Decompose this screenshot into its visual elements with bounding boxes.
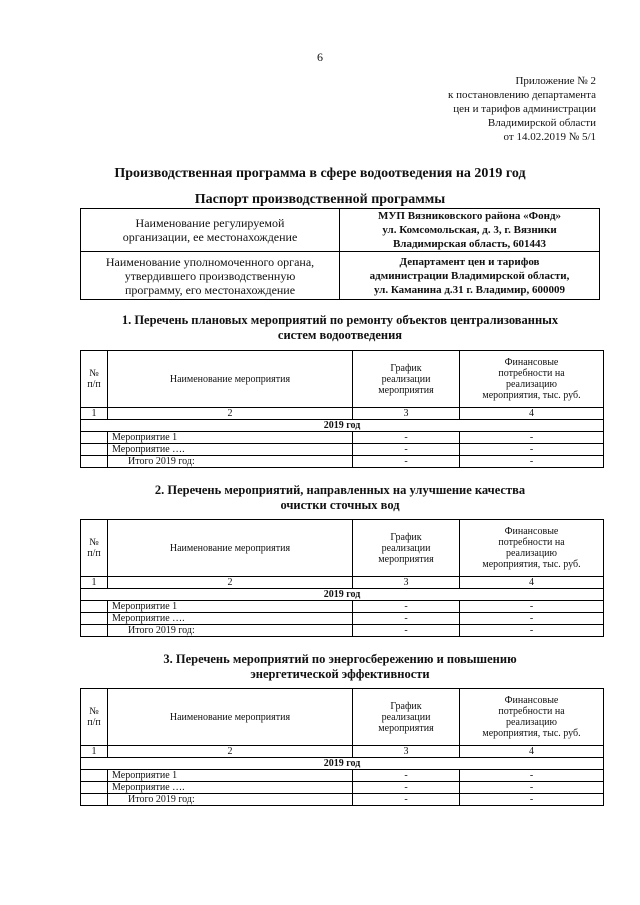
col-number-cell: 1 <box>81 746 108 758</box>
passport-table <box>80 208 600 300</box>
col-number-cell: 1 <box>81 408 108 420</box>
total-finance: - <box>460 456 604 468</box>
total-finance: - <box>460 625 604 637</box>
event-name: Мероприятие 1 <box>108 770 353 782</box>
header-number: № п/п <box>81 520 108 577</box>
document-title: Производственная программа в сфере водоотведения на 2019 год <box>114 166 526 181</box>
header-schedule: График реализации мероприятия <box>353 689 460 746</box>
col-number-cell: 3 <box>353 577 460 589</box>
total-schedule: - <box>353 456 460 468</box>
appendix-line: к постановлению департамента <box>448 89 596 101</box>
col-number-cell: 2 <box>108 577 353 589</box>
page-number: 6 <box>317 50 323 64</box>
event-schedule: - <box>353 432 460 444</box>
total-finance: - <box>460 794 604 806</box>
col-number-cell: 2 <box>108 746 353 758</box>
col-number-cell: 4 <box>460 408 604 420</box>
total-row <box>81 625 604 637</box>
header-schedule: График реализации мероприятия <box>353 351 460 408</box>
section-1-heading: 1. Перечень плановых мероприятий по ремонту объектов централизованных систем водоотведения <box>121 313 559 342</box>
header-finance: Финансовые потребности на реализацию мероприятия, тыс. руб. <box>460 351 604 408</box>
col-number-cell: 4 <box>460 746 604 758</box>
passport-value-authority: Департамент цен и тарифов администрации Владимирской области, ул. Каманина д.31 г. Владимир, 600009 <box>340 252 600 300</box>
header-finance: Финансовые потребности на реализацию мероприятия, тыс. руб. <box>460 689 604 746</box>
appendix-line: Владимирской области <box>487 117 596 129</box>
appendix-line: от 14.02.2019 № 5/1 <box>503 131 596 143</box>
header-name: Наименование мероприятия <box>108 351 353 408</box>
appendix-block <box>336 74 596 144</box>
event-schedule: - <box>353 770 460 782</box>
event-finance: - <box>460 444 604 456</box>
table-row <box>81 782 604 794</box>
appendix-line: Приложение № 2 <box>515 75 596 87</box>
total-label: Итого 2019 год: <box>108 794 353 806</box>
year-row: 2019 год <box>81 420 604 432</box>
event-finance: - <box>460 782 604 794</box>
event-schedule: - <box>353 613 460 625</box>
header-finance: Финансовые потребности на реализацию мероприятия, тыс. руб. <box>460 520 604 577</box>
header-schedule: График реализации мероприятия <box>353 520 460 577</box>
document-subtitle: Паспорт производственной программы <box>194 192 446 207</box>
col-number-cell: 4 <box>460 577 604 589</box>
table-row <box>81 770 604 782</box>
event-schedule: - <box>353 601 460 613</box>
section-3-heading: 3. Перечень мероприятий по энергосбережению и повышению энергетической эффективности <box>163 652 517 681</box>
table-row <box>81 601 604 613</box>
section-1-table <box>80 350 604 468</box>
event-schedule: - <box>353 444 460 456</box>
event-name: Мероприятие 1 <box>108 432 353 444</box>
passport-label-organization: Наименование регулируемой организации, ее местонахождение <box>81 209 340 252</box>
section-2-table <box>80 519 604 637</box>
header-number: № п/п <box>81 689 108 746</box>
header-number: № п/п <box>81 351 108 408</box>
event-name: Мероприятие …. <box>108 444 353 456</box>
col-number-cell: 3 <box>353 408 460 420</box>
event-finance: - <box>460 770 604 782</box>
passport-value-organization: МУП Вязниковского района «Фонд» ул. Комсомольская, д. 3, г. Вязники Владимирская область, 601443 <box>340 209 600 252</box>
passport-label-authority: Наименование уполномоченного органа, утвердившего производственную программу, его местонахождение <box>81 252 340 300</box>
total-label: Итого 2019 год: <box>108 625 353 637</box>
table-row <box>81 444 604 456</box>
appendix-line: цен и тарифов администрации <box>453 103 596 115</box>
year-row: 2019 год <box>81 758 604 770</box>
event-finance: - <box>460 432 604 444</box>
header-name: Наименование мероприятия <box>108 689 353 746</box>
event-finance: - <box>460 601 604 613</box>
table-row <box>81 432 604 444</box>
total-row <box>81 794 604 806</box>
event-name: Мероприятие …. <box>108 782 353 794</box>
event-name: Мероприятие 1 <box>108 601 353 613</box>
col-number-cell: 2 <box>108 408 353 420</box>
table-row <box>81 613 604 625</box>
section-3-table <box>80 688 604 806</box>
event-finance: - <box>460 613 604 625</box>
total-label: Итого 2019 год: <box>108 456 353 468</box>
total-row <box>81 456 604 468</box>
year-row: 2019 год <box>81 589 604 601</box>
col-number-cell: 3 <box>353 746 460 758</box>
header-name: Наименование мероприятия <box>108 520 353 577</box>
event-schedule: - <box>353 782 460 794</box>
total-schedule: - <box>353 794 460 806</box>
total-schedule: - <box>353 625 460 637</box>
section-2-heading: 2. Перечень мероприятий, направленных на улучшение качества очистки сточных вод <box>154 483 526 512</box>
event-name: Мероприятие …. <box>108 613 353 625</box>
col-number-cell: 1 <box>81 577 108 589</box>
